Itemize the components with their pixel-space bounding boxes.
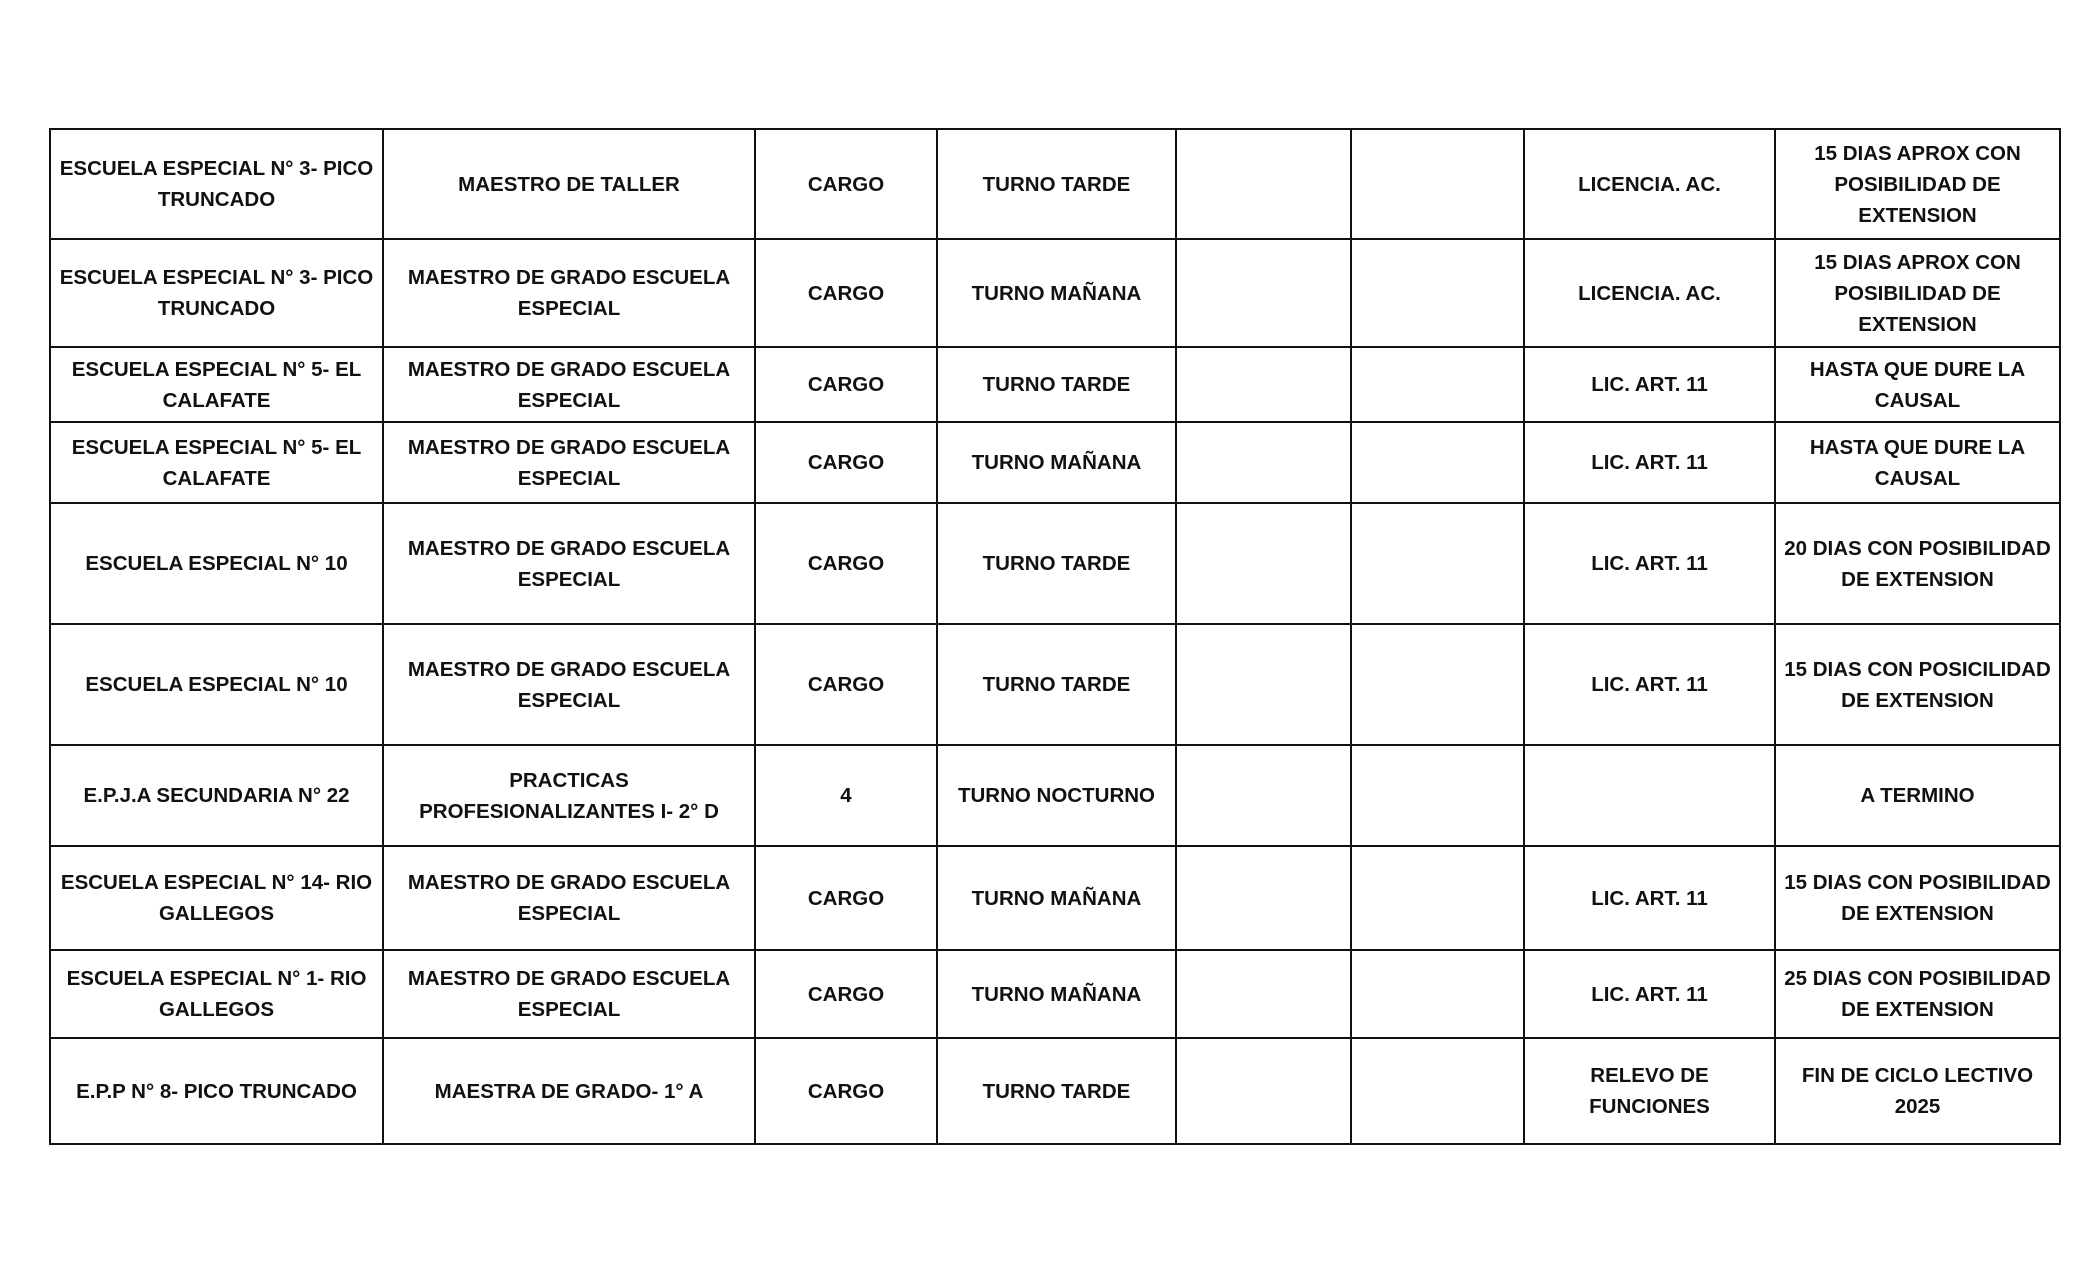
reason-cell: LIC. ART. 11 [1524,950,1775,1038]
type-cell: CARGO [755,624,937,745]
duration-cell: A TERMINO [1775,745,2060,846]
type-cell: CARGO [755,846,937,950]
empty-cell [1176,846,1351,950]
school-cell: ESCUELA ESPECIAL N° 5- EL CALAFATE [50,422,383,503]
empty-cell [1351,239,1524,347]
vacancy-table [49,128,2061,1145]
reason-cell: LIC. ART. 11 [1524,503,1775,624]
reason-cell: LICENCIA. AC. [1524,129,1775,239]
type-cell: 4 [755,745,937,846]
shift-cell: TURNO TARDE [937,129,1176,239]
empty-cell [1351,624,1524,745]
type-cell: CARGO [755,129,937,239]
duration-cell: HASTA QUE DURE LA CAUSAL [1775,347,2060,422]
empty-cell [1351,745,1524,846]
position-cell: MAESTRA DE GRADO- 1° A [383,1038,755,1144]
empty-cell [1176,239,1351,347]
reason-cell [1524,745,1775,846]
empty-cell [1351,422,1524,503]
table-row [50,1038,2060,1144]
table-row [50,422,2060,503]
school-cell: ESCUELA ESPECIAL N° 1- RIO GALLEGOS [50,950,383,1038]
school-cell: ESCUELA ESPECIAL N° 10 [50,624,383,745]
shift-cell: TURNO MAÑANA [937,950,1176,1038]
position-cell: MAESTRO DE GRADO ESCUELA ESPECIAL [383,239,755,347]
school-cell: E.P.P N° 8- PICO TRUNCADO [50,1038,383,1144]
position-cell: MAESTRO DE GRADO ESCUELA ESPECIAL [383,950,755,1038]
empty-cell [1176,624,1351,745]
position-cell: MAESTRO DE GRADO ESCUELA ESPECIAL [383,503,755,624]
type-cell: CARGO [755,239,937,347]
reason-cell: LIC. ART. 11 [1524,624,1775,745]
position-cell: MAESTRO DE GRADO ESCUELA ESPECIAL [383,624,755,745]
reason-cell: LIC. ART. 11 [1524,422,1775,503]
school-cell: ESCUELA ESPECIAL N° 5- EL CALAFATE [50,347,383,422]
shift-cell: TURNO MAÑANA [937,846,1176,950]
empty-cell [1176,1038,1351,1144]
table-row [50,347,2060,422]
table-row [50,239,2060,347]
shift-cell: TURNO TARDE [937,347,1176,422]
shift-cell: TURNO TARDE [937,1038,1176,1144]
reason-cell: LIC. ART. 11 [1524,846,1775,950]
duration-cell: 15 DIAS CON POSICILIDAD DE EXTENSION [1775,624,2060,745]
table-row [50,624,2060,745]
table-row [50,745,2060,846]
position-cell: MAESTRO DE GRADO ESCUELA ESPECIAL [383,422,755,503]
school-cell: ESCUELA ESPECIAL N° 3- PICO TRUNCADO [50,129,383,239]
duration-cell: 15 DIAS APROX CON POSIBILIDAD DE EXTENSION [1775,129,2060,239]
position-cell: PRACTICAS PROFESIONALIZANTES I- 2° D [383,745,755,846]
empty-cell [1176,503,1351,624]
shift-cell: TURNO TARDE [937,503,1176,624]
duration-cell: FIN DE CICLO LECTIVO 2025 [1775,1038,2060,1144]
table-row [50,950,2060,1038]
empty-cell [1351,950,1524,1038]
position-cell: MAESTRO DE GRADO ESCUELA ESPECIAL [383,347,755,422]
position-cell: MAESTRO DE GRADO ESCUELA ESPECIAL [383,846,755,950]
table-row [50,129,2060,239]
school-cell: ESCUELA ESPECIAL N° 14- RIO GALLEGOS [50,846,383,950]
position-cell: MAESTRO DE TALLER [383,129,755,239]
school-cell: E.P.J.A SECUNDARIA N° 22 [50,745,383,846]
duration-cell: 25 DIAS CON POSIBILIDAD DE EXTENSION [1775,950,2060,1038]
type-cell: CARGO [755,950,937,1038]
type-cell: CARGO [755,347,937,422]
shift-cell: TURNO TARDE [937,624,1176,745]
empty-cell [1351,1038,1524,1144]
duration-cell: HASTA QUE DURE LA CAUSAL [1775,422,2060,503]
duration-cell: 15 DIAS CON POSIBILIDAD DE EXTENSION [1775,846,2060,950]
duration-cell: 15 DIAS APROX CON POSIBILIDAD DE EXTENSION [1775,239,2060,347]
empty-cell [1176,129,1351,239]
empty-cell [1351,347,1524,422]
school-cell: ESCUELA ESPECIAL N° 10 [50,503,383,624]
duration-cell: 20 DIAS CON POSIBILIDAD DE EXTENSION [1775,503,2060,624]
type-cell: CARGO [755,503,937,624]
type-cell: CARGO [755,1038,937,1144]
school-cell: ESCUELA ESPECIAL N° 3- PICO TRUNCADO [50,239,383,347]
shift-cell: TURNO MAÑANA [937,422,1176,503]
empty-cell [1351,129,1524,239]
table-row [50,503,2060,624]
table-body [50,129,2060,1144]
table-row [50,846,2060,950]
shift-cell: TURNO NOCTURNO [937,745,1176,846]
type-cell: CARGO [755,422,937,503]
empty-cell [1351,503,1524,624]
empty-cell [1176,347,1351,422]
reason-cell: LICENCIA. AC. [1524,239,1775,347]
reason-cell: RELEVO DE FUNCIONES [1524,1038,1775,1144]
empty-cell [1351,846,1524,950]
empty-cell [1176,422,1351,503]
shift-cell: TURNO MAÑANA [937,239,1176,347]
empty-cell [1176,950,1351,1038]
reason-cell: LIC. ART. 11 [1524,347,1775,422]
empty-cell [1176,745,1351,846]
